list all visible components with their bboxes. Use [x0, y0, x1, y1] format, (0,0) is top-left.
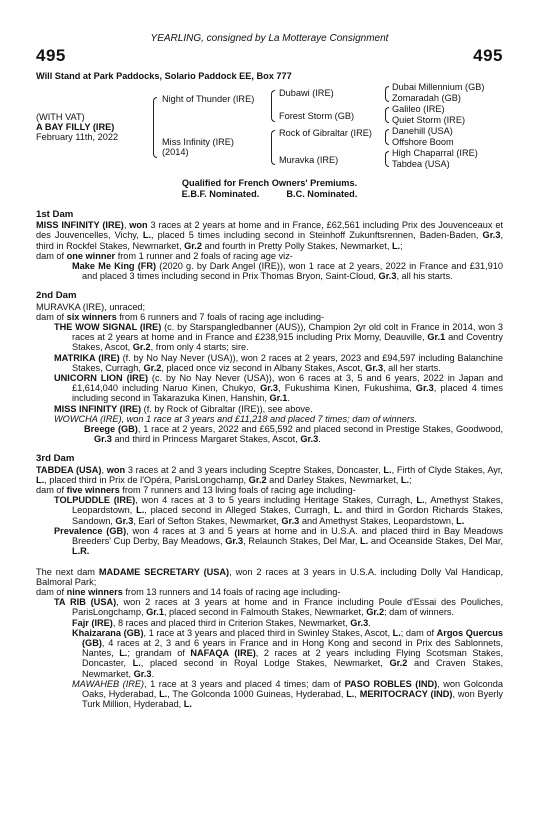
second-dam-heading: 2nd Dam [36, 290, 77, 302]
progeny-wowcha: WOWCHA (IRE), won 1 race at 3 years and £11,218 and placed 7 times; dam of winners. [54, 413, 418, 424]
g1-name: Dubai Millennium (GB) [392, 82, 485, 92]
g-bracket-4 [385, 151, 389, 167]
progeny-fajr: Fajr (IRE), 8 races and placed third in Criterion Stakes, Newmarket, Gr.3. [72, 617, 371, 628]
progeny-mawaheb: MAWAHEB (IRE), 1 race at 3 years and placed 4 times; dam of PASO ROBLES (IND), won Golconda Oaks, Hyderabad, L., The Golconda 1000 Guineas, Hyderabad, L., MERITOCRACY (IND), won Byerly Turk Million, Hyderabad, L. [72, 678, 504, 710]
lot-number-right: 495 [473, 46, 503, 65]
next-dam-record: The next dam MADAME SECRETARY (USA), won 2 races at 3 years in U.S.A. including Dolly Val Handicap, Balmoral Park; [36, 566, 503, 587]
progeny-miss-infinity: MISS INFINITY (IRE) (f. by Rock of Gibraltar (IRE)), see above. [54, 403, 313, 414]
progeny-make-me-king: Make Me King (FR) (2020 g. by Dark Angel (IRE)), won 1 race at 2 years, 2022 in France and £31,910 and placed 3 times including second in Prix Thomas Bryon, Saint-Cloud, Gr.3, all his starts. [72, 261, 504, 282]
third-dam-record: TABDEA (USA), won 3 races at 2 and 3 years including Sceptre Stakes, Doncaster, L., Firth of Clyde Stakes, Ayr, L., placed third in Prix de l'Opéra, ParisLongchamp, Gr.2 and Darley Stakes, Newmarket, L.; [36, 464, 503, 485]
second-dam-produce: dam of six winners from 6 runners and 7 foals of racing age including- [36, 311, 325, 322]
lot-number-left: 495 [36, 46, 66, 65]
g-bracket-1 [385, 86, 389, 102]
sire-parents-bracket [271, 90, 275, 122]
stand-location: Will Stand at Park Paddocks, Solario Paddock EE, Box 777 [36, 71, 292, 81]
sire-sire-name: Dubawi (IRE) [279, 88, 334, 98]
sire-name: Night of Thunder (IRE) [162, 94, 255, 104]
g8-name: Tabdea (USA) [392, 159, 450, 169]
g-bracket-3 [385, 129, 389, 145]
ebf-nomination: E.B.F. Nominated. [181, 189, 260, 199]
first-dam-produce: dam of one winner from 1 runner and 2 foals of racing age viz- [36, 250, 293, 261]
progeny-khaizarana: Khaizarana (GB), 1 race at 3 years and placed third in Swinley Stakes, Ascot, L.; dam of Argos Quercus (GB), 4 races at 2, 3 and 6 years in France and in Hong Kong and second in Prix des Sablonnets, Nantes, L.; grandam of NAFAQA (IRE), 2 races at 2 years including Flying Scotsman Stakes, Doncaster, L., placed second in Royal Lodge Stakes, Newmarket, Gr.2 and Craven Stakes, Newmarket, Gr.3. [72, 627, 504, 679]
g7-name: High Chaparral (IRE) [392, 148, 478, 158]
third-dam-produce: dam of five winners from 7 runners and 13 living foals of racing age including- [36, 485, 356, 496]
second-dam-intro: MURAVKA (IRE), unraced; [36, 301, 146, 312]
next-dam-produce: dam of nine winners from 13 runners and 14 foals of racing age including- [36, 586, 341, 597]
dam-name: Miss Infinity (IRE) (2014) [162, 137, 234, 158]
horse-name: A BAY FILLY (IRE) [36, 122, 115, 132]
vat-label: (WITH VAT) [36, 112, 85, 122]
g4-name: Quiet Storm (IRE) [392, 115, 466, 125]
progeny-the-wow-signal: THE WOW SIGNAL (IRE) (c. by Starspangledbanner (AUS)), Champion 2yr old colt in France in 2014, won 3 races at 2 years at home and in France and £238,915 including Prix Morny, Deauville, Gr.1 and Coventry Stakes, Ascot, Gr.2, from only 4 starts; sire. [54, 322, 503, 353]
dam-sire-name: Rock of Gibraltar (IRE) [279, 128, 372, 138]
g-bracket-2 [385, 107, 389, 123]
progeny-prevalence: Prevalence (GB), won 4 races at 3 and 5 years at home and in U.S.A. and placed third in Bay Meadows Breeders' Cup Derby, Bay Meadows, Gr.3, Relaunch Stakes, Del Mar, L. and Oceanside Stakes, Del Mar, L.R. [54, 525, 503, 557]
dam-lines [36, 210, 503, 709]
qualification-line: Qualified for French Owners' Premiums. [181, 178, 358, 188]
bc-nomination: B.C. Nominated. [286, 189, 358, 199]
progeny-tolpuddle: TOLPUDDLE (IRE), won 4 races at 3 to 5 years including Heritage Stakes, Curragh, L., Amethyst Stakes, Leopardstown, L., placed second in Alleged Stakes, Curragh, L. and third in Gordon Richards Stakes, Sandown, Gr.3, Earl of Sefton Stakes, Newmarket, Gr.3 and Amethyst Stakes, Leopardstown, L. [54, 495, 503, 526]
sire-dam-bracket [153, 97, 157, 158]
first-dam-record: MISS INFINITY (IRE), won 3 races at 2 years at home and in France, £62,561 including Prix des Jouvenceaux et des Jouvencelles, Vichy, L., placed 5 times including second in Steinhoff Zukunftsrennen, Baden-Baden, Gr.3, third in Rockfel Stakes, Newmarket, Gr.2 and fourth in Pretty Polly Stakes, Newmarket, L.; [36, 220, 503, 251]
g5-name: Danehill (USA) [392, 126, 453, 136]
third-dam-heading: 3rd Dam [36, 453, 75, 465]
consignment-header: YEARLING, consigned by La Motteraye Consignment [150, 33, 389, 44]
progeny-ta-rib: TA RIB (USA), won 2 races at 3 years at home and in France including Poule d'Essai des Pouliches, ParisLongchamp, Gr.1, placed second in Falmouth Stakes, Newmarket, Gr.2; dam of winners. [54, 597, 503, 618]
progeny-matrika: MATRIKA (IRE) (f. by No Nay Never (USA)), won 2 races at 2 years, 2023 and £94,597 including Balanchine Stakes, Curragh, Gr.2, placed once viz second in Albany Stakes, Ascot, Gr.3, all her starts. [54, 352, 503, 373]
progeny-breege: Breege (GB), 1 race at 2 years, 2022 and £65,592 and placed second in Prestige Stakes, Goodwood, Gr.3 and third in Princess Margaret Stakes, Ascot, Gr.3. [84, 424, 503, 445]
g3-name: Galileo (IRE) [392, 104, 445, 114]
g2-name: Zomaradah (GB) [392, 93, 461, 103]
dam-parents-bracket [271, 130, 275, 165]
dam-dam-name: Muravka (IRE) [279, 155, 339, 165]
nomination-line [0, 189, 539, 200]
g6-name: Offshore Boom [392, 137, 454, 147]
horse-dob: February 11th, 2022 [36, 132, 119, 142]
progeny-unicorn-lion: UNICORN LION (IRE) (c. by No Nay Never (USA)), won 6 races at 3, 5 and 6 years, 2022 in Japan and £1,614,040 including Naruo Kinen, Chukyo, Gr.3, Fukushima Kinen, Fukushima, Gr.3, placed 4 times including second in Takarazuka Kinen, Hanshin, Gr.1. [54, 373, 504, 404]
first-dam-heading: 1st Dam [36, 209, 74, 220]
sire-dam-name: Forest Storm (GB) [279, 111, 355, 121]
